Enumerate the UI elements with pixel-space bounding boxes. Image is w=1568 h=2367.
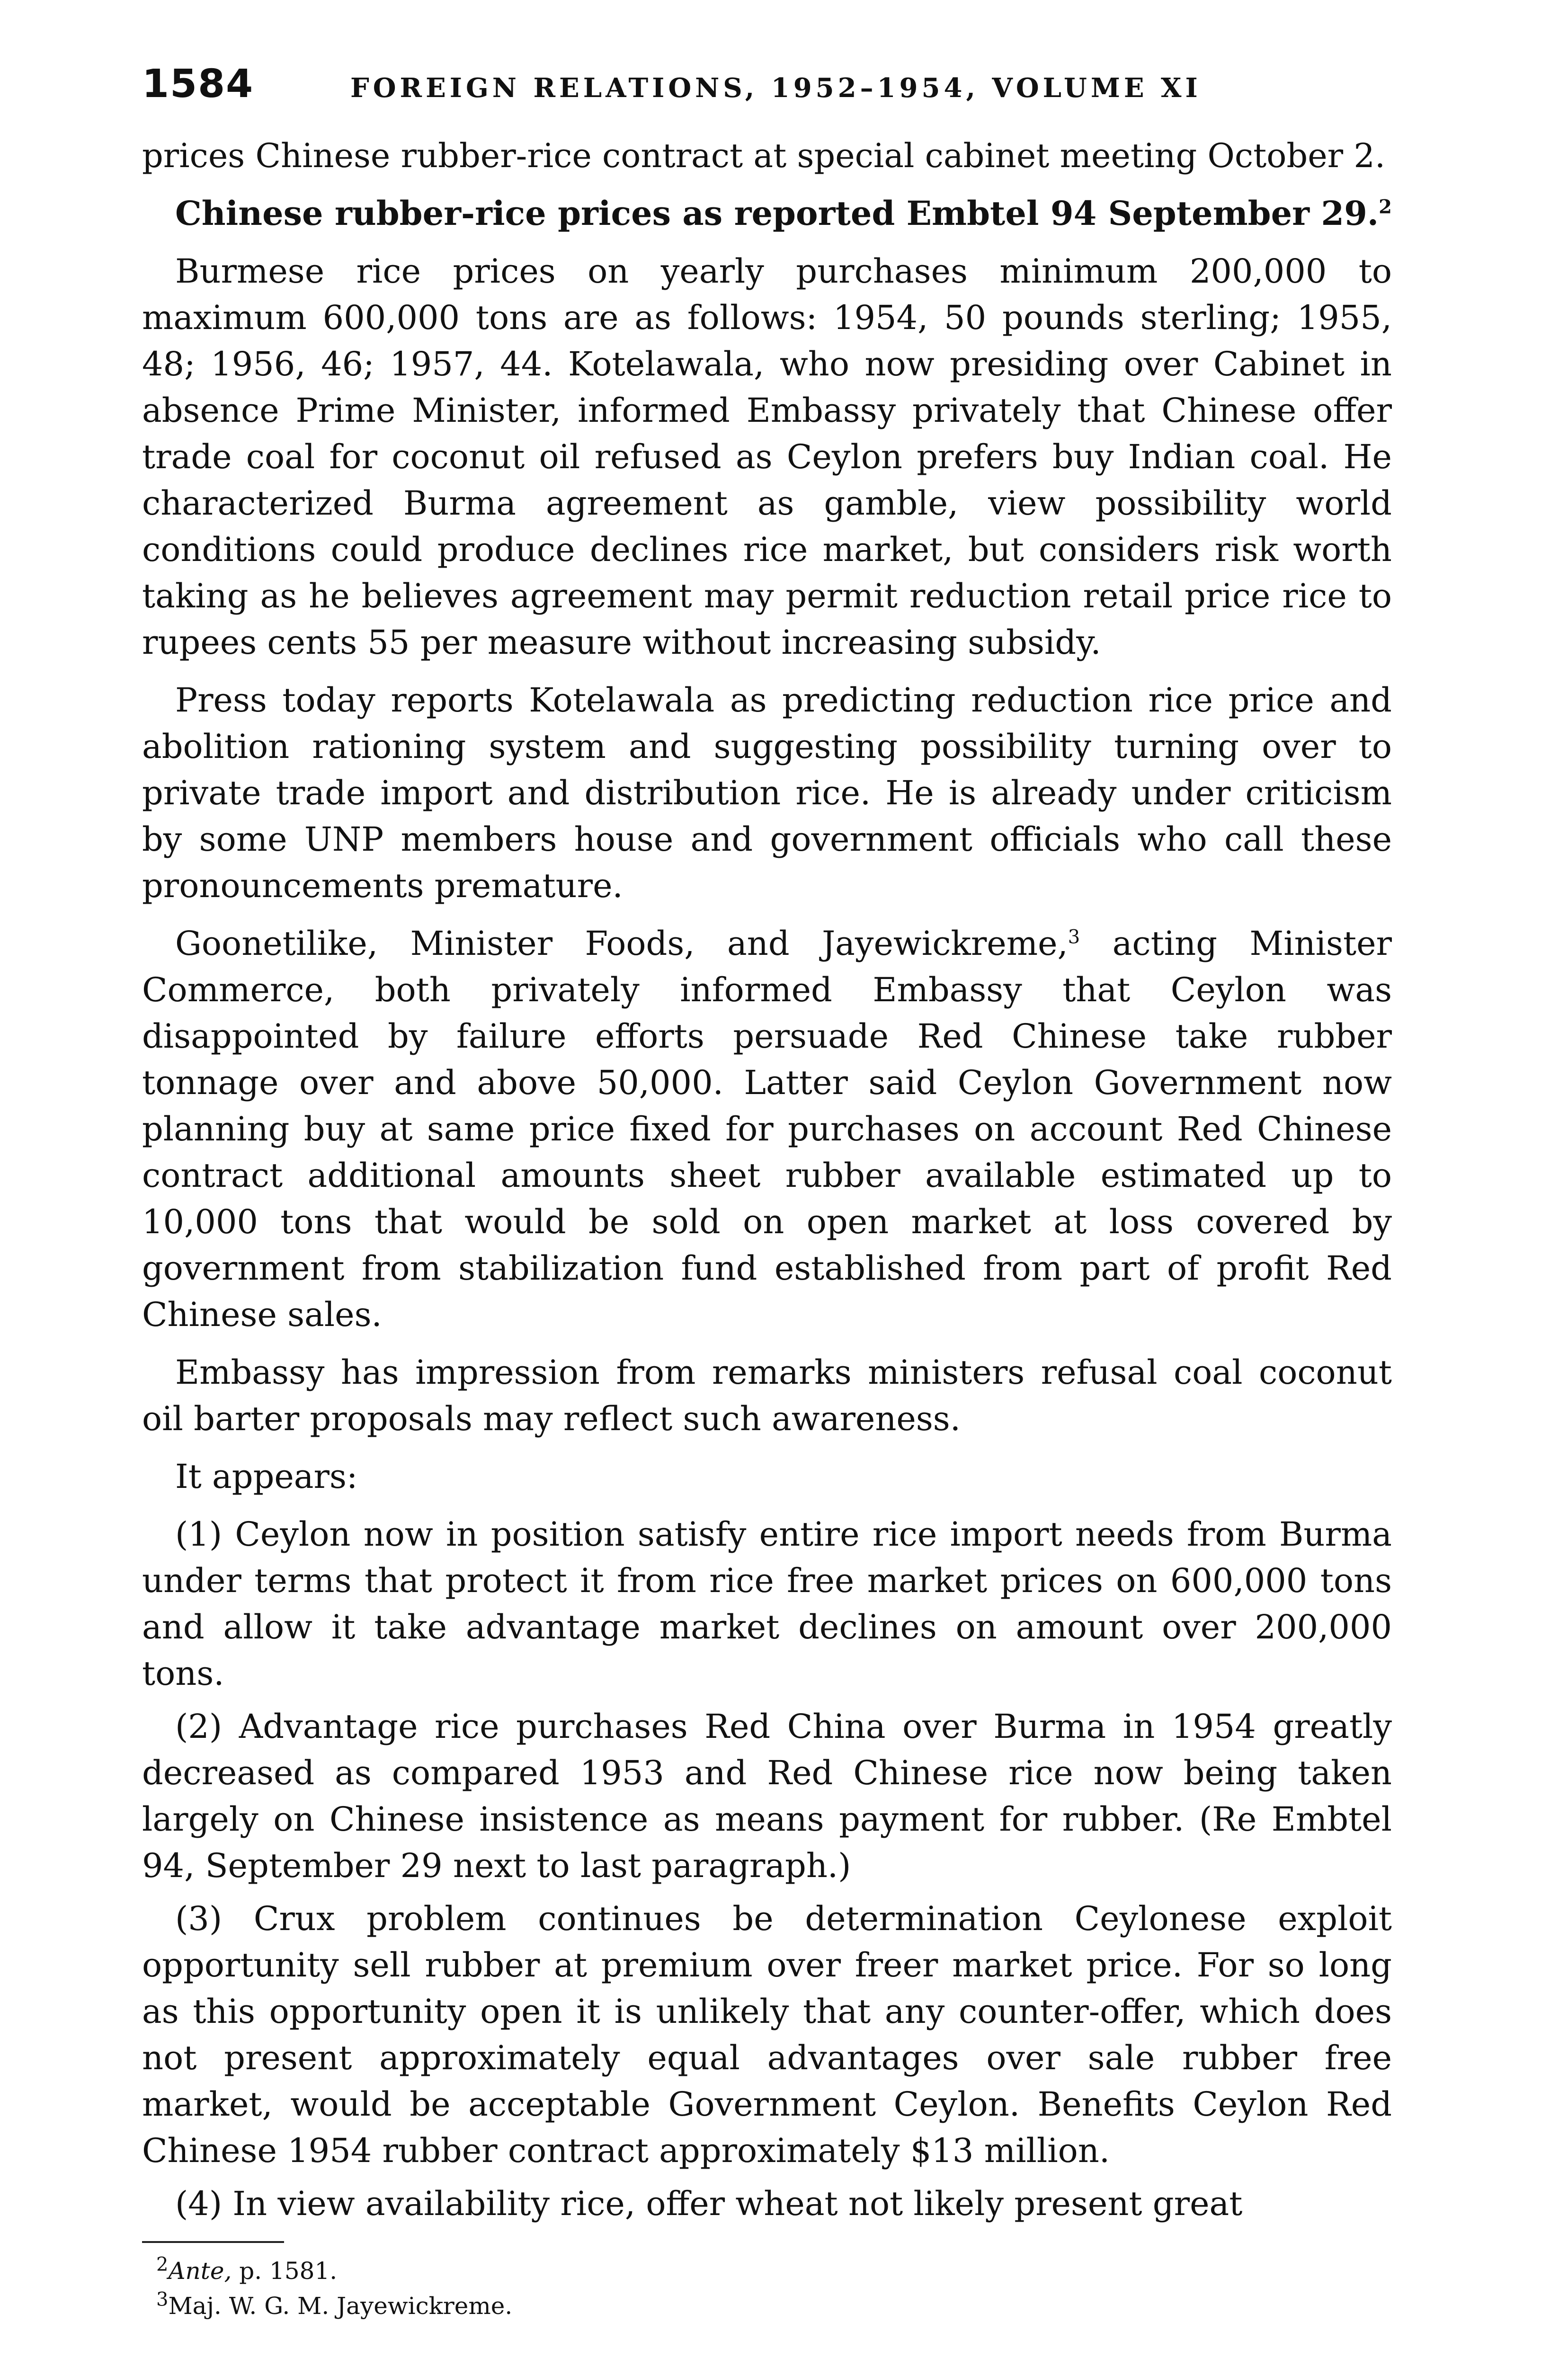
paragraph-goonetilike — [142, 920, 1392, 1338]
paragraph-goonetilike-start: Goonetilike, Minister Foods, and Jayewickreme, — [175, 924, 1068, 963]
running-title: FOREIGN RELATIONS, 1952–1954, VOLUME XI — [350, 72, 1202, 104]
paragraph-embassy-impression: Embassy has impression from remarks ministers refusal coal coconut oil barter proposals may reflect such awareness. — [142, 1353, 1392, 1438]
footnote-divider — [142, 2241, 284, 2243]
footnote-2 — [142, 2253, 1392, 2288]
page-number: 1584 — [142, 62, 254, 107]
footnote-2-text: p. 1581. — [232, 2257, 338, 2285]
paragraph-goonetilike-rest: acting Minister Commerce, both privately informed Embassy that Ceylon was disappointed by failure efforts persuade Red Chinese take rubber tonnage over and above 50,000. Latter said Ceylon Government now planning buy at same price fixed for purchases on account Red Chinese contract additional amounts sheet rubber available estimated up to 10,000 tons that would be sold on open market at loss covered by government from stabilization fund established from part of profit Red Chinese sales. — [142, 924, 1392, 1334]
document-page — [142, 62, 1392, 2367]
list-item-3: (3) Crux problem continues be determination Ceylonese exploit opportunity sell rubber at premium over freer market price. For so long as this opportunity open it is unlikely that any counter-offer, which does not present approximately equal advantages over sale rubber free market, would be acceptable Government Ceylon. Benefits Ceylon Red Chinese 1954 rubber contract approximately $13 million. — [142, 1899, 1392, 2170]
footnote-2-italic: Ante, — [168, 2257, 232, 2285]
numbered-list — [142, 1511, 1392, 2227]
footnote-3 — [142, 2288, 1392, 2323]
bold-paragraph — [142, 190, 1392, 237]
body-text — [142, 133, 1392, 2227]
footnote-3-text: Maj. W. G. M. Jayewickreme. — [168, 2292, 513, 2320]
paragraph-press-reports: Press today reports Kotelawala as predicting reduction rice price and abolition rationing system and suggesting possibility turning over to private trade import and distribution rice. He is already under criticism by some UNP members house and government officials who call these pronouncements premature. — [142, 681, 1392, 905]
footnote-ref-3: 3 — [1068, 926, 1080, 948]
bold-paragraph-text: Chinese rubber-rice prices as reported Embtel 94 September 29. — [175, 194, 1379, 233]
continued-paragraph: prices Chinese rubber-rice contract at special cabinet meeting October 2. — [142, 136, 1386, 175]
list-item-4: (4) In view availability rice, offer wheat not likely present great — [175, 2184, 1243, 2223]
paragraph-burmese-prices: Burmese rice prices on yearly purchases minimum 200,000 to maximum 600,000 tons are as follows: 1954, 50 pounds sterling; 1955, 48; 1956, 46; 1957, 44. Kotelawala, who now presiding over Cabinet in absence Prime Minister, informed Embassy privately that Chinese offer trade coal for coconut oil refused as Ceylon prefers buy Indian coal. He characterized Burma agreement as gamble, view possibility world conditions could produce declines rice market, but considers risk worth taking as he believes agreement may permit reduction retail price rice to rupees cents 55 per measure without increasing subsidy. — [142, 252, 1392, 662]
footnote-ref-2: 2 — [1379, 196, 1392, 218]
footnote-2-mark: 2 — [156, 2253, 169, 2276]
list-item-1: (1) Ceylon now in position satisfy entire rice import needs from Burma under terms that protect it from rice free market prices on 600,000 tons and allow it take advantage market declines on amount over 200,000 tons. — [142, 1515, 1392, 1693]
running-header — [142, 62, 1392, 133]
list-item-2: (2) Advantage rice purchases Red China over Burma in 1954 greatly decreased as compared 1953 and Red Chinese rice now being taken largely on Chinese insistence as means payment for rubber. (Re Embtel 94, September 29 next to last paragraph.) — [142, 1707, 1392, 1885]
paragraph-it-appears: It appears: — [175, 1457, 358, 1496]
footnote-3-mark: 3 — [156, 2288, 169, 2311]
